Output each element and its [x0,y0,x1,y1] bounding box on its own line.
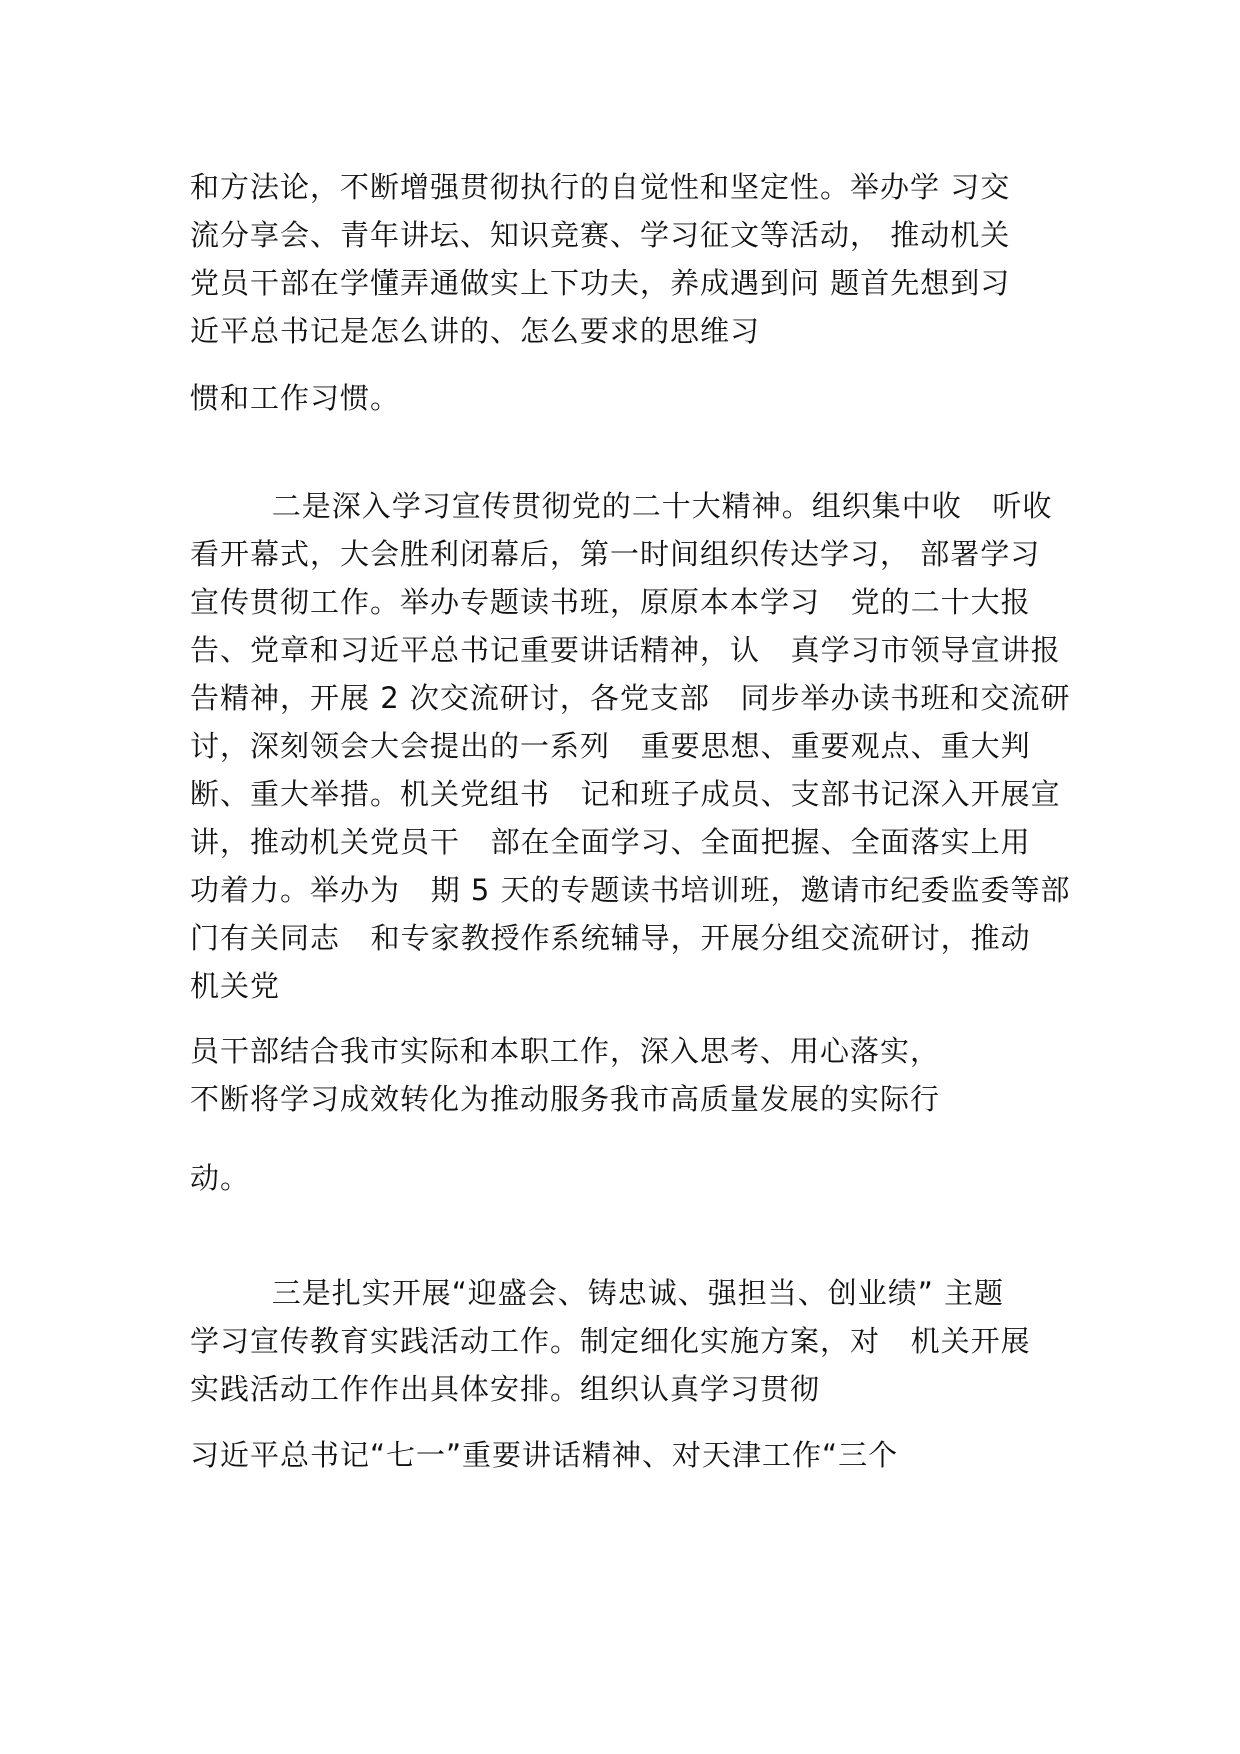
text-line: 员干部结合我市实际和本职工作，深入思考、用心落实， [190,1034,941,1068]
text-line: 惯和工作习惯。 [190,381,401,415]
text-line: 党员干部在学懂弄通做实上下功夫，养成遇到问 题首先想到习 [190,266,1011,300]
text-line: 门有关同志 和专家教授作系统辅导，开展分组交流研讨，推动 [190,921,1031,955]
text-line: 流分享会、青年讲坛、知识竞赛、学习征文等活动， 推动机关 [190,218,1011,252]
text-line: 宣传贯彻工作。举办专题读书班，原原本本学习 党的二十大报 [190,585,1031,619]
text-line: 和方法论，不断增强贯彻执行的自觉性和坚定性。举办学 习交 [190,170,1011,204]
text-line: 近平总书记是怎么讲的、怎么要求的思维习 [190,314,761,348]
text-line: 不断将学习成效转化为推动服务我市高质量发展的实际行 [190,1082,941,1116]
text-line: 机关党 [190,969,281,1003]
text-line: 三是扎实开展“迎盛会、铸忠诚、强担当、创业绩” 主题 [190,1276,1005,1310]
text-line: 功着力。举办为 期 5 天的专题读书培训班，邀请市纪委监委等部 [190,873,1071,907]
text-line: 习近平总书记“七一”重要讲话精神、对天津工作“三个 [190,1438,899,1472]
text-line: 告精神，开展 2 次交流研讨，各党支部 同步举办读书班和交流研 [190,681,1071,715]
text-line: 看开幕式，大会胜利闭幕后，第一时间组织传达学习， 部署学习 [190,537,1041,571]
text-line: 学习宣传教育实践活动工作。制定细化实施方案，对 机关开展 [190,1324,1031,1358]
text-line: 动。 [190,1161,251,1195]
text-line: 断、重大举措。机关党组书 记和班子成员、支部书记深入开展宣 [190,777,1061,811]
text-line: 实践活动工作作出具体安排。组织认真学习贯彻 [190,1372,821,1406]
text-line: 告、党章和习近平总书记重要讲话精神，认 真学习市领导宣讲报 [190,633,1061,667]
text-line: 讨，深刻领会大会提出的一系列 重要思想、重要观点、重大判 [190,729,1031,763]
text-line: 二是深入学习宣传贯彻党的二十大精神。组织集中收 听收 [190,489,1053,523]
text-line: 讲，推动机关党员干 部在全面学习、全面把握、全面落实上用 [190,825,1031,859]
